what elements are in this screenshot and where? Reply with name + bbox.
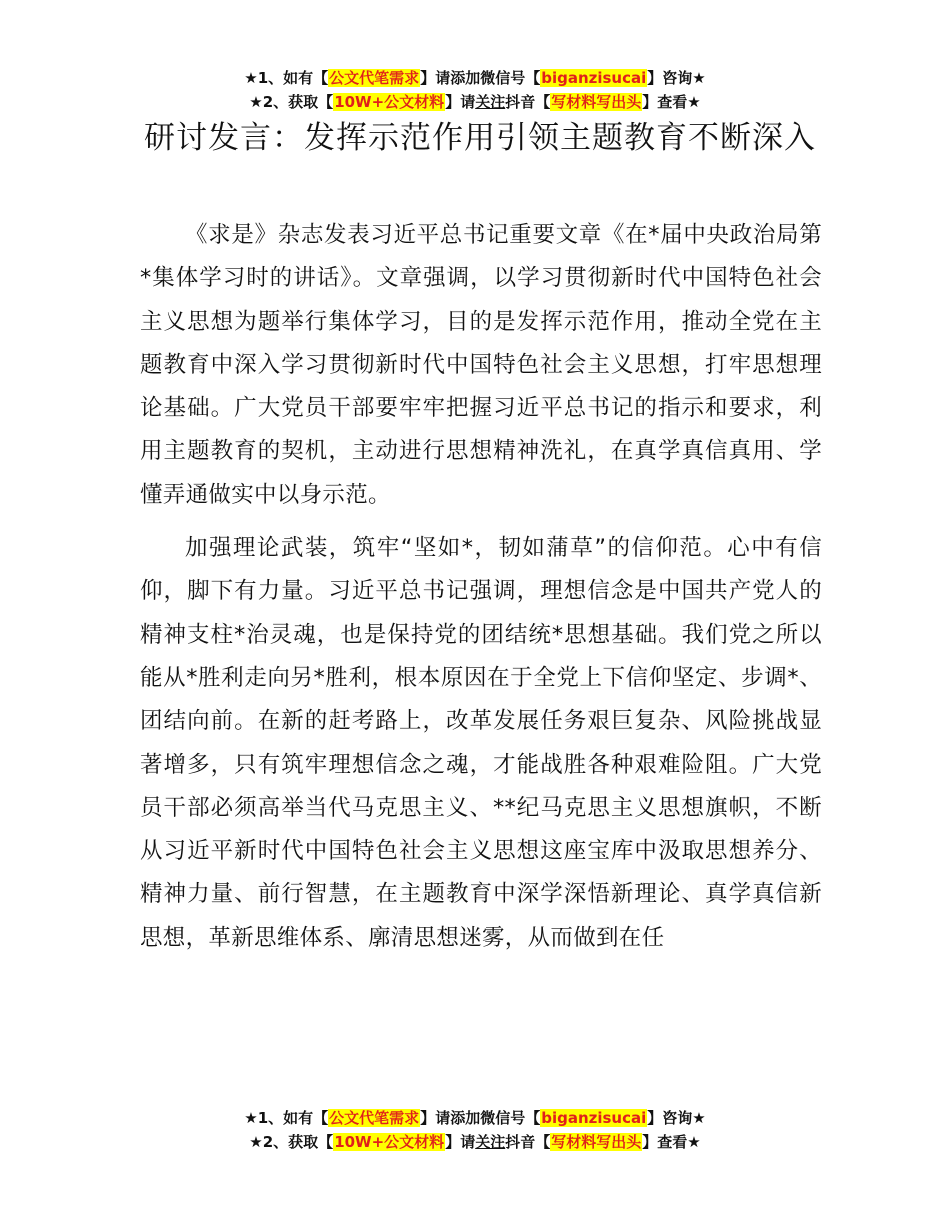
paragraph-1: 《求是》杂志发表习近平总书记重要文章《在*届中央政治局第*集体学习时的讲话》。文章强调，以学习贯彻新时代中国特色社会主义思想为题举行集体学习，目的是发挥示范作用，推动全党在主题教育中深入学习贯彻新时代中国特色社会主义思想，打牢思想理论基础。广大党员干部要牢牢把握习近平总书记的指示和要求，利用主题教育的契机，主动进行思想精神洗礼，在真学真信真用、学懂弄通做实中以身示范。 xyxy=(140,222,822,508)
highlight-service: 公文代笔需求 xyxy=(329,69,420,87)
page-title: 研讨发言：发挥示范作用引领主题教育不断深入 xyxy=(144,120,816,156)
highlight-service: 公文代笔需求 xyxy=(329,1109,420,1127)
document-body xyxy=(140,214,822,970)
banner-line-2: ★2、获取【10W+公文材料】请关注抖音【写材料写出头】查看★ xyxy=(249,1133,701,1151)
highlight-douyin-account: 写材料写出头 xyxy=(551,93,642,111)
highlight-wechat-id: biganzisucai xyxy=(541,69,647,87)
highlight-douyin-account: 写材料写出头 xyxy=(551,1133,642,1151)
footer-banner xyxy=(0,1106,950,1154)
underlined-follow: 关注 xyxy=(475,93,506,111)
header-banner xyxy=(0,66,950,114)
banner-line-1: ★1、如有【公文代笔需求】请添加微信号【biganzisucai】咨询★ xyxy=(244,69,706,87)
highlight-wechat-id: biganzisucai xyxy=(541,1109,647,1127)
highlight-materials: 10W+公文材料 xyxy=(334,1133,445,1151)
banner-line-2: ★2、获取【10W+公文材料】请关注抖音【写材料写出头】查看★ xyxy=(249,93,701,111)
underlined-follow: 关注 xyxy=(475,1133,506,1151)
paragraph-2: 加强理论武装，筑牢“坚如*，韧如蒲草”的信仰范。心中有信仰，脚下有力量。习近平总书记强调，理想信念是中国共产党人的精神支柱*治灵魂，也是保持党的团结统*思想基础。我们党之所以能从*胜利走向另*胜利，根本原因在于全党上下信仰坚定、步调*、团结向前。在新的赶考路上，改革发展任务艰巨复杂、风险挑战显著增多，只有筑牢理想信念之魂，才能战胜各种艰难险阻。广大党员干部必须高举当代马克思主义、**纪马克思主义思想旗帜，不断从习近平新时代中国特色社会主义思想这座宝库中汲取思想养分、精神力量、前行智慧，在主题教育中深学深悟新理论、真学真信新思想，革新思维体系、廓清思想迷雾，从而做到在任 xyxy=(140,535,822,951)
highlight-materials: 10W+公文材料 xyxy=(334,93,445,111)
banner-line-1: ★1、如有【公文代笔需求】请添加微信号【biganzisucai】咨询★ xyxy=(244,1109,706,1127)
